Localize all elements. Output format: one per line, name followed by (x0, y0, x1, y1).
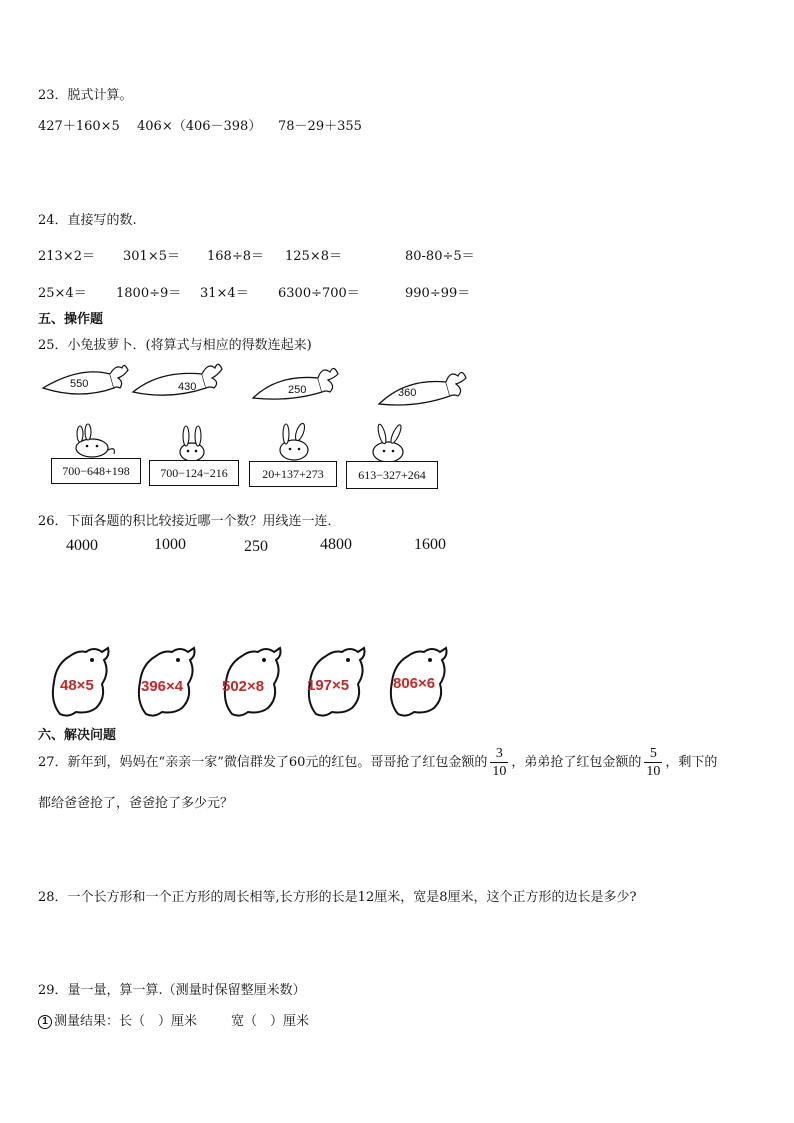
fraction (644, 745, 662, 780)
fraction-numerator: 3 (495, 746, 503, 761)
q24-row1-item-2: 301×5＝ (123, 249, 180, 264)
target-number: 1000 (154, 536, 186, 553)
expression-box: 700−648+198 (51, 458, 141, 484)
fraction (490, 745, 508, 780)
target-number: 4800 (320, 536, 352, 553)
carrot-value: 250 (288, 384, 307, 396)
q23-expression-2: 406×（406－398） (137, 119, 262, 134)
circled-number: 1 (38, 1015, 52, 1029)
q24-row1-item-5: 80-80÷5＝ (405, 249, 475, 264)
rabbit-icon (366, 424, 414, 464)
section-six-heading: 六、解决问题 (38, 728, 117, 743)
q29-result (38, 1010, 309, 1029)
q27-line2: 都给爸爸抢了，爸爸抢了多少元？ (38, 796, 234, 811)
ghost-expression: 396×4 (141, 678, 184, 695)
rabbit-icon (272, 424, 320, 462)
carrot-icon (376, 366, 466, 406)
carrot-icon (250, 362, 340, 402)
fraction-denominator: 10 (492, 764, 507, 779)
q27-text-a: 27．新年到，妈妈在“亲亲一家”微信群发了60元的红包。哥哥抢了红包金额的 (38, 755, 488, 770)
expression-box: 613−327+264 (346, 461, 438, 489)
q24-row2-item-5: 990÷99＝ (405, 286, 471, 301)
q24-row1-item-3: 168÷8＝ (207, 249, 264, 264)
q24-row1-item-1: 213×2＝ (38, 249, 95, 264)
q27-text-c: ，剩下的 (665, 755, 718, 770)
q24-row2-item-4: 6300÷700＝ (278, 286, 360, 301)
rabbit-icon (70, 426, 118, 458)
q24-row2-item-3: 31×4＝ (200, 286, 249, 301)
q23-expression-1: 427＋160×5 (38, 119, 120, 134)
q23-expression-3: 78－29＋355 (278, 119, 362, 134)
q28-text: 28．一个长方形和一个正方形的周长相等,长方形的长是12厘米，宽是8厘米，这个正方形的边长是多少? (38, 890, 637, 905)
target-number: 4000 (66, 537, 98, 554)
q29-result-length: 测量结果：长（ ）厘米 (54, 1014, 198, 1029)
target-number: 1600 (414, 536, 446, 553)
q29-result-width: 宽（ ）厘米 (231, 1014, 310, 1029)
q24-row1-item-4: 125×8＝ (285, 249, 342, 264)
section-five-heading: 五、操作题 (38, 312, 104, 327)
expression-box: 20+137+273 (249, 461, 337, 487)
q24-row2-item-1: 25×4＝ (38, 286, 87, 301)
carrot-value: 550 (70, 378, 89, 390)
fraction-numerator: 5 (649, 746, 657, 761)
expression-box: 700−124−216 (149, 460, 239, 486)
ghost-expression: 502×8 (222, 678, 265, 695)
target-number: 250 (244, 538, 268, 555)
q26-title: 26．下面各题的积比较接近哪一个数？用线连一连． (38, 514, 341, 529)
carrot-value: 430 (178, 381, 197, 393)
ghost-expression: 806×6 (393, 675, 436, 692)
q24-row2-item-2: 1800÷9＝ (116, 286, 182, 301)
q25-title: 25．小兔拔萝卜．(将算式与相应的得数连起来) (38, 338, 312, 353)
q27-line1 (38, 745, 717, 780)
q27-text-b: ，弟弟抢了红包金额的 (511, 755, 642, 770)
q23-title: 23．脱式计算。 (38, 88, 133, 103)
ghost-expression: 197×5 (307, 677, 350, 694)
q29-title: 29．量一量，算一算.（测量时保留整厘米数） (38, 983, 306, 998)
rabbit-icon (172, 426, 212, 462)
ghost-expression: 48×5 (60, 677, 94, 694)
q24-title: 24．直接写的数. (38, 213, 137, 228)
carrot-value: 360 (398, 387, 417, 399)
fraction-denominator: 10 (646, 764, 661, 779)
